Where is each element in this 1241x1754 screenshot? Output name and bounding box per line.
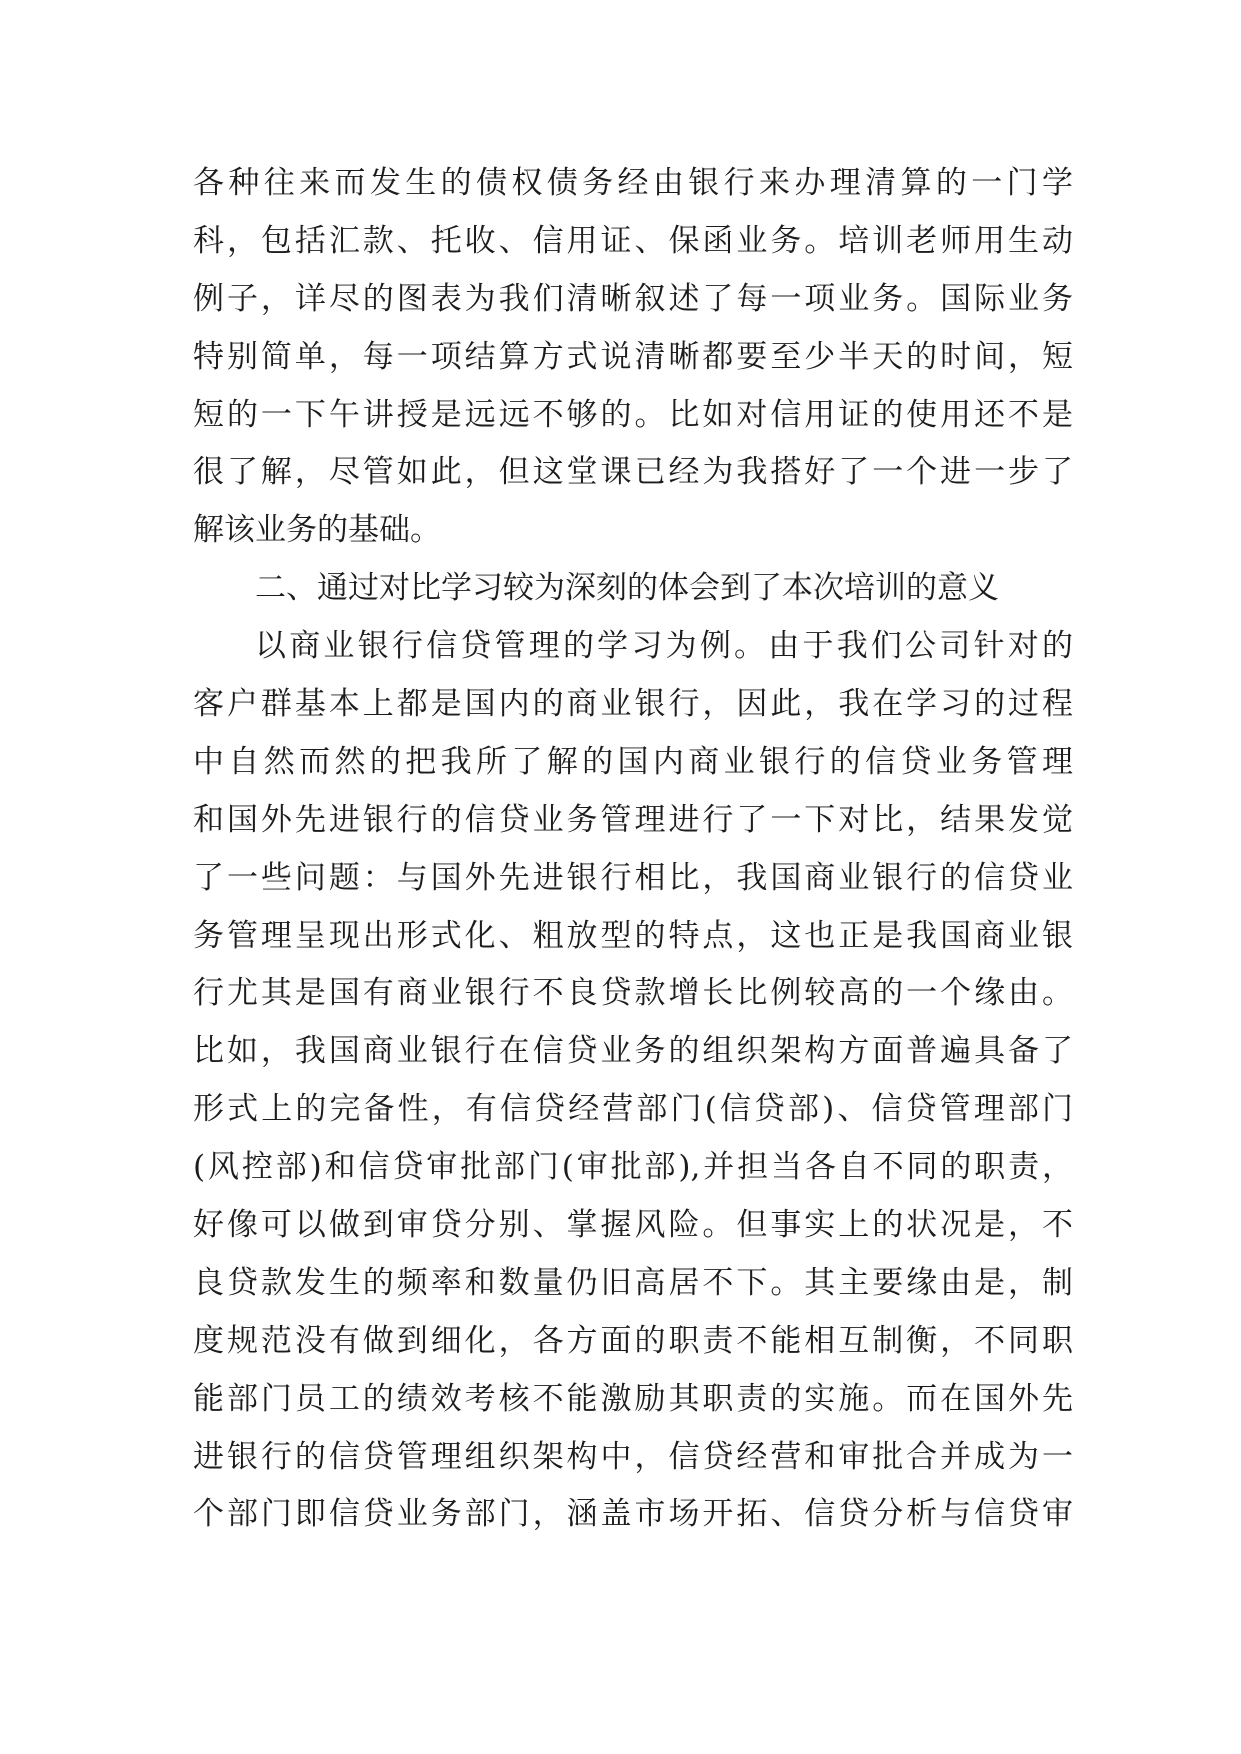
text-line: 度规范没有做到细化，各方面的职责不能相互制衡，不同职	[193, 1322, 1073, 1359]
text-line: 科，包括汇款、托收、信用证、保函业务。培训老师用生动	[193, 222, 1073, 259]
text-line: 行尤其是国有商业银行不良贷款增长比例较高的一个缘由。	[193, 975, 1073, 1012]
text-line: 短的一下午讲授是远远不够的。比如对信用证的使用还不是	[193, 396, 1073, 433]
text-line: 形式上的完备性，有信贷经营部门(信贷部)、信贷管理部门	[193, 1091, 1073, 1128]
text-line: 务管理呈现出形式化、粗放型的特点，这也正是我国商业银	[193, 917, 1073, 954]
text-line: 进银行的信贷管理组织架构中，信贷经营和审批合并成为一	[193, 1438, 1073, 1475]
text-line: 比如，我国商业银行在信贷业务的组织架构方面普遍具备了	[193, 1033, 1073, 1070]
text-line: 好像可以做到审贷分别、掌握风险。但事实上的状况是，不	[193, 1207, 1073, 1244]
text-line: 客户群基本上都是国内的商业银行，因此，我在学习的过程	[193, 686, 1073, 723]
text-line: 良贷款发生的频率和数量仍旧高居不下。其主要缘由是，制	[193, 1264, 1073, 1301]
text-line: 例子，详尽的图表为我们清晰叙述了每一项业务。国际业务	[193, 280, 1073, 317]
text-line: 各种往来而发生的债权债务经由银行来办理清算的一门学	[193, 165, 1073, 201]
text-line: 很了解，尽管如此，但这堂课已经为我搭好了一个进一步了	[193, 454, 1073, 491]
text-line: 了一些问题：与国外先进银行相比，我国商业银行的信贷业	[193, 859, 1073, 896]
document-body	[193, 155, 1073, 1544]
section-heading: 二、通过对比学习较为深刻的体会到了本次培训的意义	[255, 570, 999, 607]
text-line: (风控部)和信贷审批部门(审批部),并担当各自不同的职责，	[193, 1149, 1073, 1186]
text-line: 以商业银行信贷管理的学习为例。由于我们公司针对的	[255, 628, 1073, 665]
text-line: 中自然而然的把我所了解的国内商业银行的信贷业务管理	[193, 743, 1073, 780]
text-line: 和国外先进银行的信贷业务管理进行了一下对比，结果发觉	[193, 801, 1073, 838]
text-line: 能部门员工的绩效考核不能激励其职责的实施。而在国外先	[193, 1380, 1073, 1417]
text-line: 个部门即信贷业务部门，涵盖市场开拓、信贷分析与信贷审	[193, 1496, 1073, 1533]
text-line: 解该业务的基础。	[193, 512, 441, 549]
text-line: 特别简单，每一项结算方式说清晰都要至少半天的时间，短	[193, 338, 1073, 375]
